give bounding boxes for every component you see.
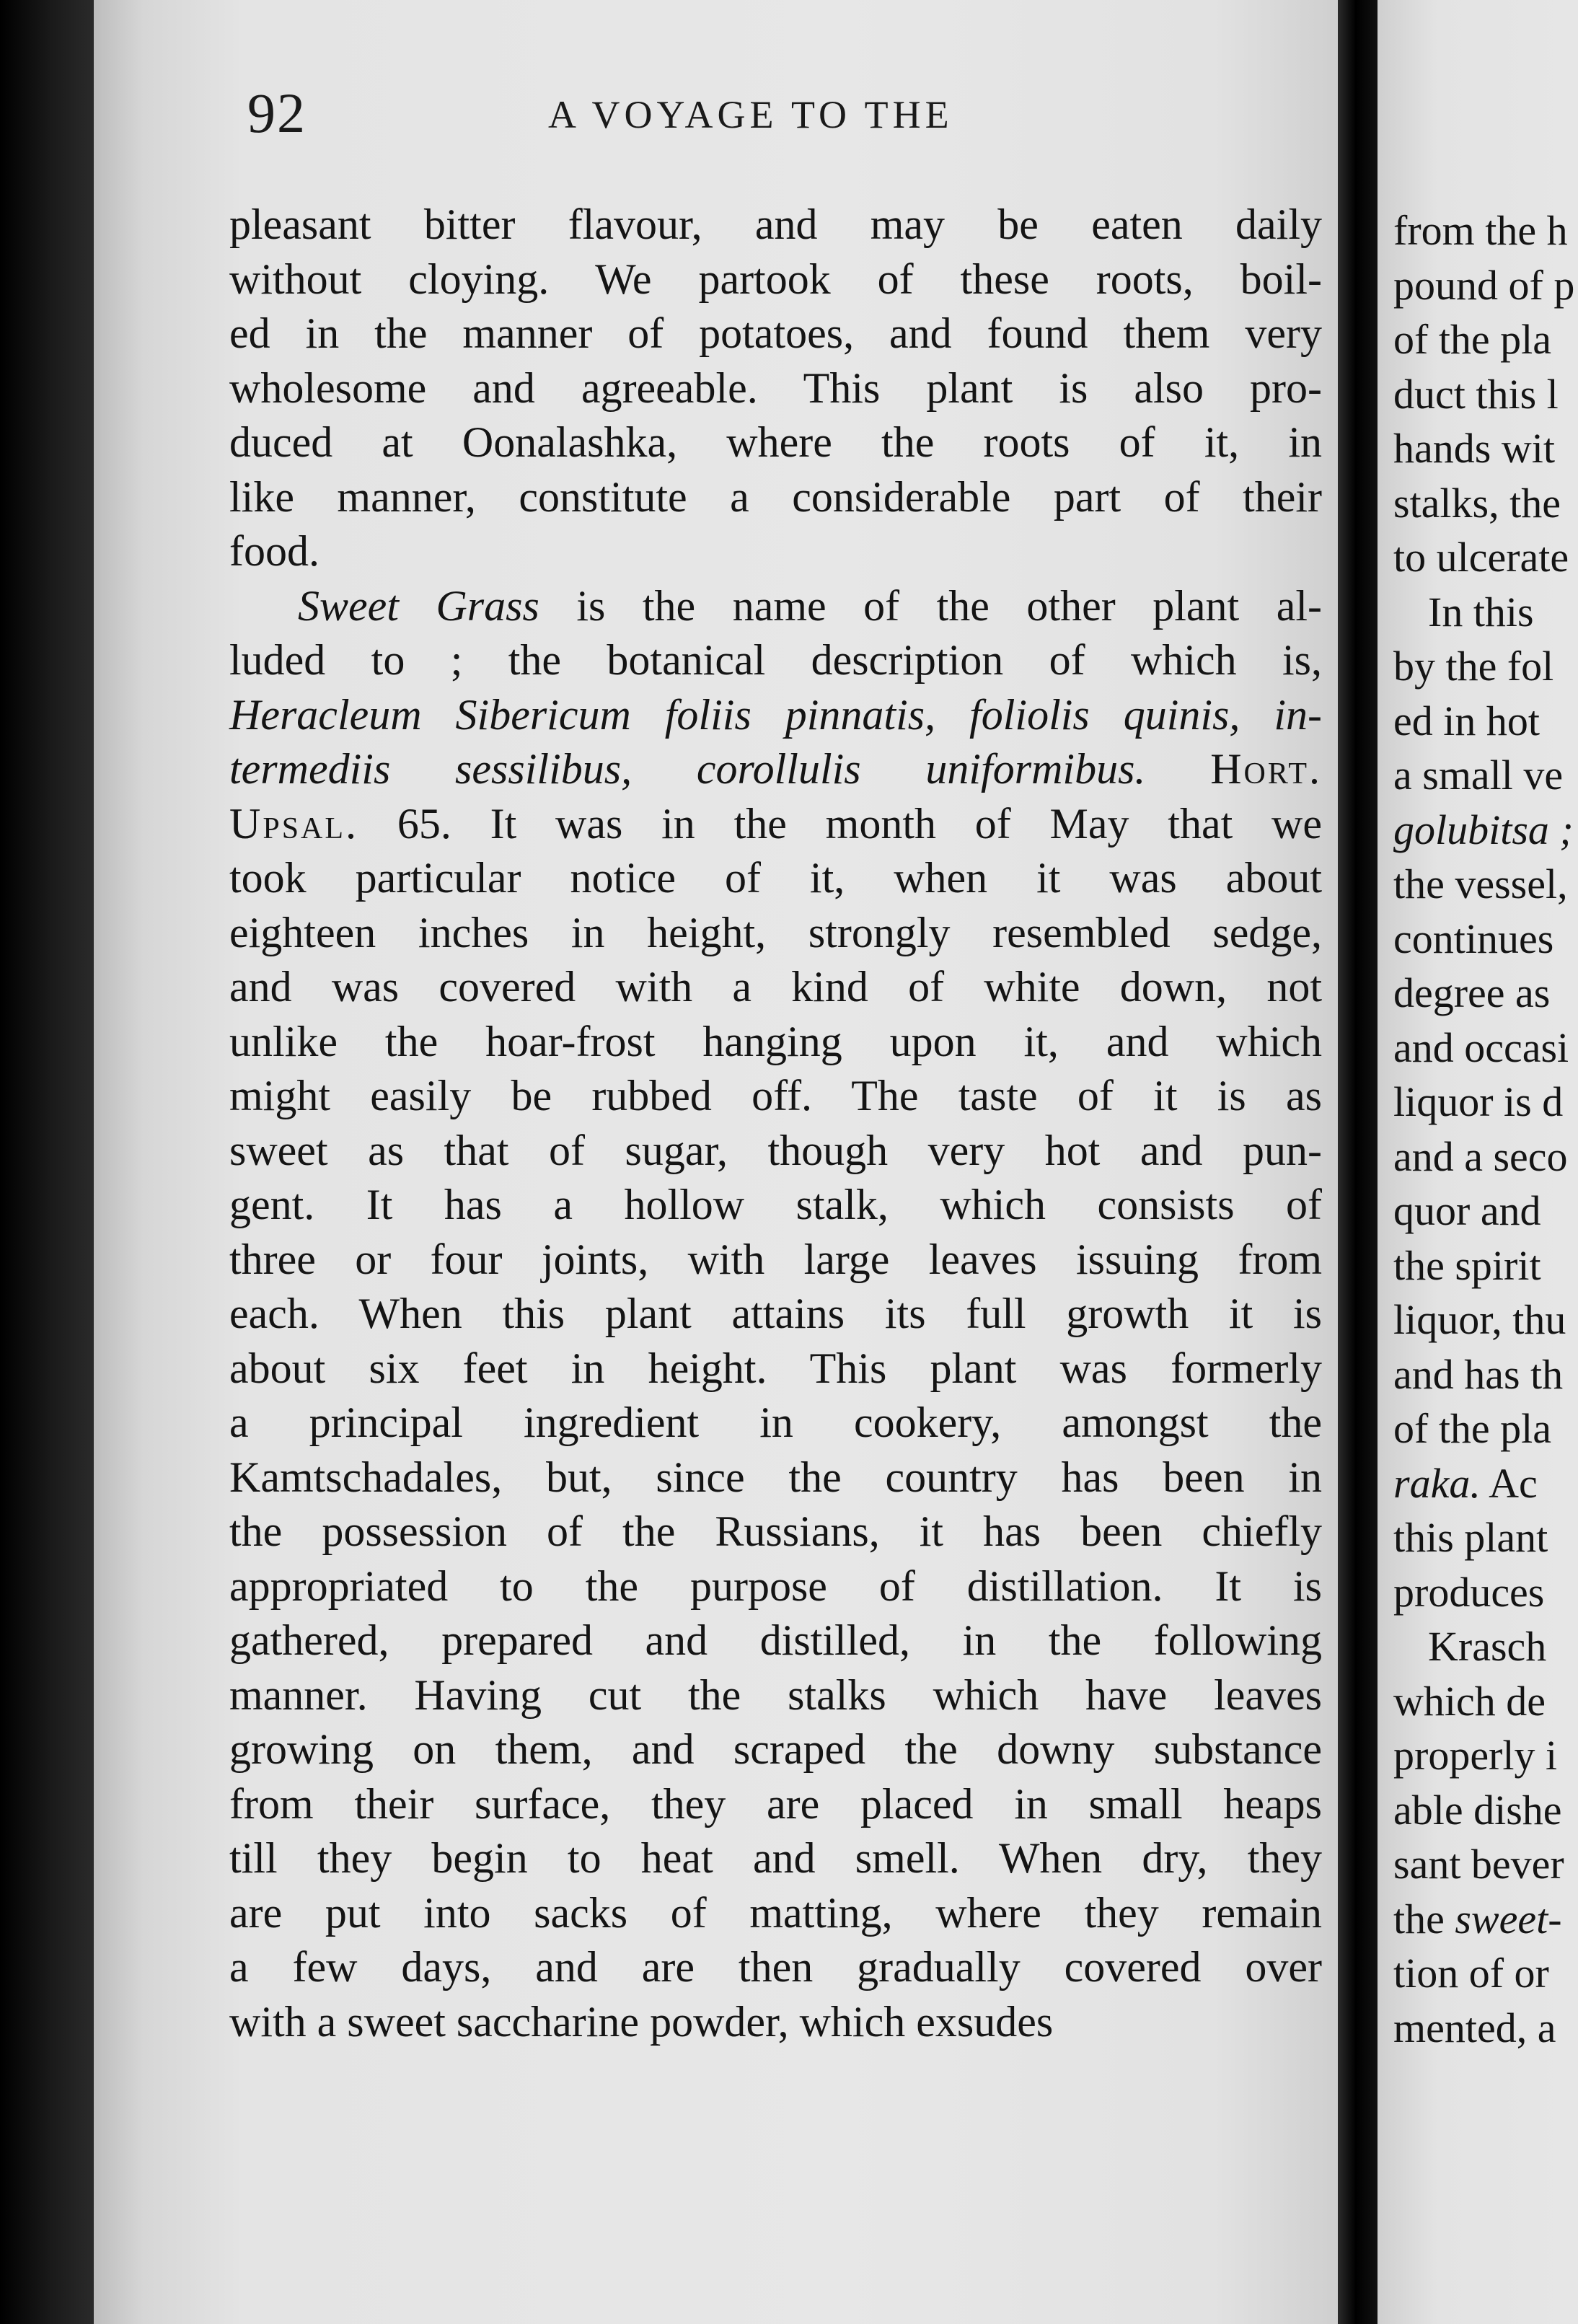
text-line — [1393, 1293, 1574, 1347]
text-line — [1393, 476, 1574, 531]
text-line — [229, 579, 1322, 634]
italic-text: termediis sessilibus, corollulis uniformibus. — [229, 745, 1146, 793]
line-text: the vessel, — [1393, 861, 1568, 907]
text-line — [229, 1451, 1322, 1505]
text-line — [1393, 1130, 1574, 1184]
line-text: with a sweet saccharine powder, which exsudes — [229, 1997, 1054, 2046]
line-text: about six feet in height. This plant was formerly — [229, 1344, 1322, 1392]
line-text: Kamtschadales, but, since the country has been in — [229, 1453, 1322, 1501]
line-text: the — [1393, 1895, 1455, 1942]
line-text: gathered, prepared and distilled, in the following — [229, 1616, 1322, 1664]
line-text: and has th — [1393, 1350, 1564, 1398]
page-number: 92 — [247, 82, 307, 144]
line-text: Ac — [1480, 1459, 1538, 1507]
text-line — [1393, 803, 1574, 858]
italic-text: golubitsa ; — [1393, 806, 1574, 853]
text-line — [1393, 1510, 1574, 1565]
text-line — [229, 524, 1322, 579]
line-text: pound of p — [1393, 261, 1575, 309]
italic-text: sweet- — [1455, 1895, 1562, 1942]
line-text: tion of or — [1393, 1950, 1549, 1997]
text-line — [229, 1396, 1322, 1451]
text-line — [1393, 966, 1574, 1021]
text-line — [229, 851, 1322, 906]
italic-text: Sweet Grass — [298, 581, 539, 630]
text-line — [1393, 748, 1574, 803]
text-line — [229, 1722, 1322, 1777]
text-line — [229, 742, 1322, 797]
text-line — [1393, 1565, 1574, 1620]
text-line — [229, 1233, 1322, 1288]
text-line — [229, 1559, 1322, 1614]
line-text: ed in the manner of potatoes, and found them very — [229, 309, 1322, 357]
line-text: Krasch — [1428, 1623, 1547, 1670]
book-gutter — [1338, 0, 1378, 2324]
text-line — [1393, 203, 1574, 258]
book-left-edge — [0, 0, 94, 2324]
small-caps-text: Upsal. — [229, 799, 359, 848]
line-text: food. — [229, 527, 319, 575]
italic-text: raka. — [1393, 1459, 1481, 1507]
line-text: sant bever — [1393, 1841, 1564, 1888]
line-text: gent. It has a hollow stalk, which consists of — [229, 1181, 1322, 1228]
text-line — [1393, 1347, 1574, 1402]
line-text: this plant — [1393, 1514, 1548, 1561]
text-line — [1393, 2001, 1574, 2056]
line-text: quor and — [1393, 1187, 1541, 1234]
line-text: by the fol — [1393, 643, 1554, 690]
line-text: took particular notice of it, when it was about — [229, 854, 1322, 902]
text-line — [229, 1886, 1322, 1941]
text-line — [229, 1178, 1322, 1233]
line-text: of the pla — [1393, 1405, 1552, 1452]
line-text: is the name of the other plant al- — [539, 581, 1322, 630]
text-line — [229, 1015, 1322, 1070]
line-text: continues — [1393, 915, 1554, 962]
line-text: each. When this plant attains its full growth it is — [229, 1290, 1322, 1337]
text-line — [229, 688, 1322, 743]
line-text: like manner, constitute a considerable part of their — [229, 472, 1322, 521]
line-text: wholesome and agreeable. This plant is also pro- — [229, 364, 1322, 412]
line-text: pleasant bitter flavour, and may be eaten daily — [229, 201, 1322, 248]
line-text: able dishe — [1393, 1786, 1562, 1834]
small-caps-text: Hort. — [1210, 745, 1323, 793]
line-text: duct this l — [1393, 370, 1559, 418]
text-line — [1393, 1184, 1574, 1238]
line-text: sweet as that of sugar, though very hot and pun- — [229, 1126, 1322, 1174]
line-text: the spirit — [1393, 1241, 1541, 1289]
left-page-body-text — [229, 198, 1322, 2049]
line-text: unlike the hoar-frost hanging upon it, and which — [229, 1017, 1322, 1065]
text-line — [1393, 1456, 1574, 1511]
text-line — [229, 1668, 1322, 1723]
text-line — [229, 470, 1322, 525]
line-text: eighteen inches in height, strongly resembled sedge, — [229, 908, 1322, 956]
text-line — [229, 252, 1322, 307]
text-line — [1393, 912, 1574, 967]
text-line — [1393, 1892, 1574, 1947]
line-text: degree as — [1393, 969, 1551, 1016]
line-text: a principal ingredient in cookery, amongst the — [229, 1399, 1322, 1446]
line-text: till they begin to heat and smell. When dry, they — [229, 1834, 1322, 1882]
text-line — [1393, 530, 1574, 585]
text-line — [1393, 312, 1574, 367]
line-text: which de — [1393, 1677, 1546, 1725]
text-line — [1393, 1238, 1574, 1293]
text-line — [1393, 421, 1574, 476]
line-text: of the pla — [1393, 316, 1552, 363]
line-text: growing on them, and scraped the downy substance — [229, 1725, 1322, 1773]
line-text: 65. It was in the month of May that we — [358, 799, 1322, 848]
line-text: stalks, the — [1393, 479, 1561, 527]
text-line — [229, 1069, 1322, 1124]
line-text: liquor, thu — [1393, 1296, 1566, 1343]
line-text: the possession of the Russians, it has been chiefly — [229, 1507, 1322, 1555]
line-text: from their surface, they are placed in small heaps — [229, 1779, 1322, 1828]
line-text: to ulcerate — [1393, 534, 1569, 581]
text-line — [229, 361, 1322, 416]
line-text: and occasi — [1393, 1024, 1569, 1071]
text-line — [229, 415, 1322, 470]
text-line — [1393, 1946, 1574, 2001]
right-page-body-text — [1393, 203, 1574, 2055]
line-text: manner. Having cut the stalks which have leaves — [229, 1671, 1322, 1719]
text-line — [1393, 1021, 1574, 1075]
text-line — [1393, 639, 1574, 694]
text-line — [1393, 258, 1574, 313]
text-line — [229, 1124, 1322, 1179]
text-line — [1393, 1674, 1574, 1729]
line-text: and a seco — [1393, 1132, 1568, 1180]
line-text: appropriated to the purpose of distillation. It is — [229, 1562, 1322, 1610]
text-line — [1393, 1837, 1574, 1892]
text-line — [229, 960, 1322, 1015]
text-line — [229, 1831, 1322, 1886]
text-line — [1393, 367, 1574, 422]
line-text: In this — [1428, 588, 1534, 635]
line-text: liquor is d — [1393, 1078, 1564, 1125]
line-text: are put into sacks of matting, where they remain — [229, 1888, 1322, 1937]
text-line — [229, 797, 1322, 852]
line-text: a few days, and are then gradually covered over — [229, 1943, 1322, 1991]
text-line — [229, 1995, 1322, 2050]
line-text: properly i — [1393, 1732, 1558, 1779]
text-line — [1393, 1401, 1574, 1456]
line-text: from the h — [1393, 207, 1568, 254]
text-line — [229, 1342, 1322, 1396]
italic-text: Heracleum Sibericum foliis pinnatis, foliolis quinis, in- — [229, 690, 1322, 739]
text-line — [229, 1614, 1322, 1668]
text-line — [1393, 857, 1574, 912]
text-line — [1393, 1619, 1574, 1674]
text-line — [229, 1287, 1322, 1342]
text-line — [229, 906, 1322, 961]
line-text: a small ve — [1393, 752, 1564, 798]
line-text: might easily be rubbed off. The taste of it is as — [229, 1072, 1322, 1119]
line-text: duced at Oonalashka, where the roots of it, in — [229, 418, 1322, 466]
text-line — [229, 633, 1322, 688]
text-line — [1393, 1783, 1574, 1838]
text-line — [229, 1777, 1322, 1832]
text-line — [229, 307, 1322, 361]
line-text: without cloying. We partook of these roots, boil- — [229, 255, 1322, 303]
text-line — [229, 198, 1322, 252]
line-text: ed in hot — [1393, 697, 1540, 744]
text-line — [229, 1940, 1322, 1995]
line-text: and was covered with a kind of white down, not — [229, 963, 1322, 1011]
line-text: produces — [1393, 1568, 1545, 1616]
text-line — [1393, 585, 1574, 640]
text-line — [229, 1505, 1322, 1559]
text-line — [1393, 1728, 1574, 1783]
line-text: hands wit — [1393, 425, 1555, 472]
text-line — [1393, 1075, 1574, 1130]
line-text: luded to ; the botanical description of which is, — [229, 636, 1322, 684]
line-text: mented, a — [1393, 2004, 1556, 2051]
running-title: A VOYAGE TO THE — [548, 93, 953, 136]
text-line — [1393, 694, 1574, 749]
line-text: three or four joints, with large leaves issuing from — [229, 1235, 1322, 1283]
